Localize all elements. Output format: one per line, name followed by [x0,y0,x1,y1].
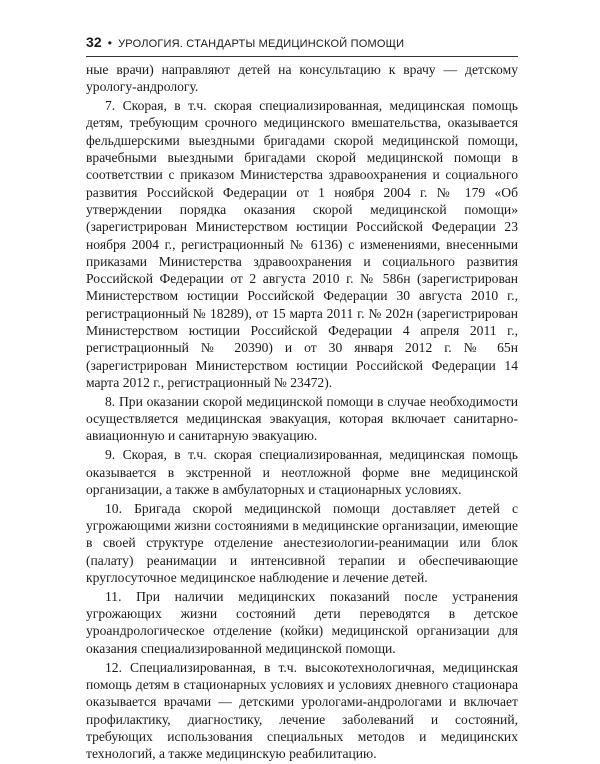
paragraph-item-10: 10. Бригада скорой медицинской помощи доставляет детей с угрожающими жизни состояниями в медицинские организации, имеющие в своей структуре отделение анестезиологии-реанимации или блок (палату) реанимации и интенсивной терапии и обеспечивающие круглосуточное медицинское наблюдение и лечение детей. [86,500,518,585]
paragraph-continued: ные врачи) направляют детей на консультацию к врачу — детскому урологу-андрологу. [86,62,518,95]
paragraph-item-12: 12. Специализированная, в т.ч. высокотехнологичная, медицинская помощь детям в стационарных условиях и условиях дневного стационара оказывается врачами — детскими урологами-андрологами и включает профилактику, диагностику, лечение заболеваний и состояний, требующих использования специальных методов и медицинских технологий, а также медицинскую реабилитацию. [86,659,518,762]
header-bullet-separator: • [107,36,113,50]
book-page [86,34,518,764]
running-header [86,34,518,57]
paragraph-item-9: 9. Скорая, в т.ч. скорая специализированная, медицинская помощь оказывается в экстренной и неотложной форме вне медицинской организации, а также в амбулаторных и стационарных условиях. [86,447,518,497]
paragraph-item-11: 11. При наличии медицинских показаний после устранения угрожающих жизни состояний дети переводятся в детское уроандрологическое отделение (койки) медицинской организации для оказания специализированной медицинской помощи. [86,588,518,656]
page-number: 32 [86,34,102,50]
paragraph-item-7: 7. Скорая, в т.ч. скорая специализированная, медицинская помощь детям, требующим срочного медицинского вмешательства, оказывается фельдшерскими выездными бригадами скорой медицинской помощи, врачебными выездными бригадами скорой медицинской помощи в соответствии с приказом Министерства здравоохранения и социального развития Российской Федерации от 1 ноября 2004 г. № 179 «Об утверждении порядка оказания скорой медицинской помощи» (зарегистрирован Министерством юстиции Российской Федерации 23 ноября 2004 г., регистрационный № 6136) с изменениями, внесенными приказами Министерства здравоохранения и социального развития Российской Федерации от 2 августа 2010 г. № 586н (зарегистрирован Министерством юстиции Российской Федерации 30 августа 2010 г., регистрационный № 18289), от 15 марта 2011 г. № 202н (зарегистрирован Министерством юстиции Российской Федерации 4 апреля 2011 г., регистрационный № 20390) и от 30 января 2012 г. № 65н (зарегистрирован Министерством юстиции Российской Федерации 14 марта 2012 г., регистрационный № 23472). [86,98,518,390]
body-text [86,61,518,762]
running-title: УРОЛОГИЯ. СТАНДАРТЫ МЕДИЦИНСКОЙ ПОМОЩИ [118,38,405,50]
paragraph-item-8: 8. При оказании скорой медицинской помощи в случае необходимости осуществляется медицинская эвакуация, которая включает санитарно-авиационную и санитарную эвакуацию. [86,393,518,444]
